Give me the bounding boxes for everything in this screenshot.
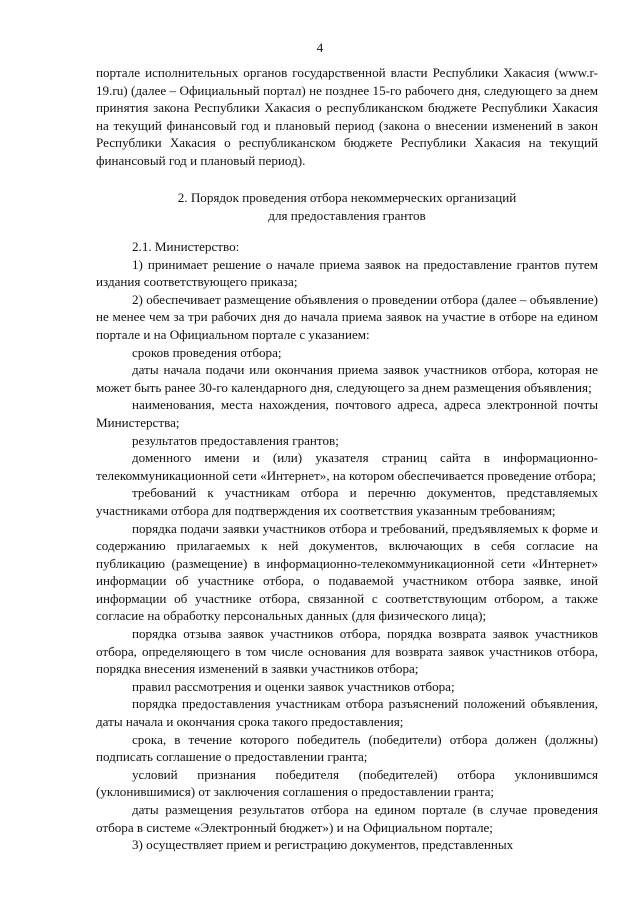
paragraph: 2.1. Министерство:	[132, 239, 240, 254]
intro-text	[96, 64, 598, 169]
paragraph: доменного имени и (или) указателя страниц сайта в информационно-телекоммуникационной сети «Интернет», на котором обеспечивается проведение отбора;	[96, 450, 598, 483]
section-heading	[96, 189, 598, 224]
paragraph: 3) осуществляет прием и регистрацию документов, представленных	[132, 837, 514, 853]
paragraph: условий признания победителя (победителей) отбора уклонившимся (уклонившимися) от заключения соглашения о предоставлении гранта;	[96, 766, 598, 800]
paragraph: результатов предоставления грантов;	[132, 432, 339, 448]
paragraph: даты начала подачи или окончания приема заявок участников отбора, которая не может быть ранее 30-го календарного дня, следующего за днем размещения объявления;	[96, 362, 598, 395]
page-number: 4	[316, 40, 324, 55]
paragraph: порядка отзыва заявок участников отбора, порядка возврата заявок участников отбора, определяющего в том числе основания для возврата заявок участников отбора, порядка внесения изменений в заявки участников отбора;	[96, 626, 598, 677]
section-heading-line-1: 2. Порядок проведения отбора некоммерческих организаций	[177, 190, 517, 205]
paragraph: сроков проведения отбора;	[132, 344, 282, 360]
paragraph: 2) обеспечивает размещение объявления о проведении отбора (далее – объявление) не менее чем за три рабочих дня до начала приема заявок на участие в отборе на едином портале и на Официальном портале с указанием:	[96, 291, 598, 342]
body-text	[96, 238, 598, 854]
section-heading-line-2: для предоставления грантов	[268, 207, 426, 223]
paragraph: наименования, места нахождения, почтового адреса, адреса электронной почты Министерства;	[96, 397, 598, 430]
paragraph: срока, в течение которого победитель (победители) отбора должен (должны) подписать соглашение о предоставлении гранта;	[96, 731, 598, 765]
paragraph: даты размещения результатов отбора на едином портале (в случае проведения отбора в системе «Электронный бюджет») и на Официальном портале;	[96, 802, 598, 835]
paragraph: 1) принимает решение о начале приема заявок на предоставление грантов путем издания соответствующего приказа;	[96, 256, 598, 290]
paragraph: порядка подачи заявки участников отбора и требований, предъявляемых к форме и содержанию прилагаемых к ней документов, включающих в себя согласие на публикацию (размещение) в информационно-телекоммуникационной сети «Интернет» информации об участнике отбора, о подаваемой участником отбора заявке, иной информации об участнике отбора, связанной с соответствующим отбором, а также согласие на обработку персональных данных (для физического лица);	[96, 520, 598, 624]
intro-paragraph: портале исполнительных органов государственной власти Республики Хакасия (www.r-19.ru) (далее – Официальный портал) не позднее 15-го рабочего дня, следующего за днем принятия закона Республики Хакасия о республиканском бюджете Республики Хакасия на текущий финансовый год и плановый период (закона о внесении изменений в закон Республики Хакасия о республиканском бюджете Республики Хакасия на текущий финансовый год и плановый период).	[96, 65, 598, 168]
paragraph: порядка предоставления участникам отбора разъяснений положений объявления, даты начала и окончания срока такого предоставления;	[96, 696, 598, 730]
paragraph: требований к участникам отбора и перечню документов, представляемых участниками отбора для подтверждения их соответствия указанным требованиям;	[96, 485, 598, 518]
paragraph: правил рассмотрения и оценки заявок участников отбора;	[132, 678, 455, 694]
